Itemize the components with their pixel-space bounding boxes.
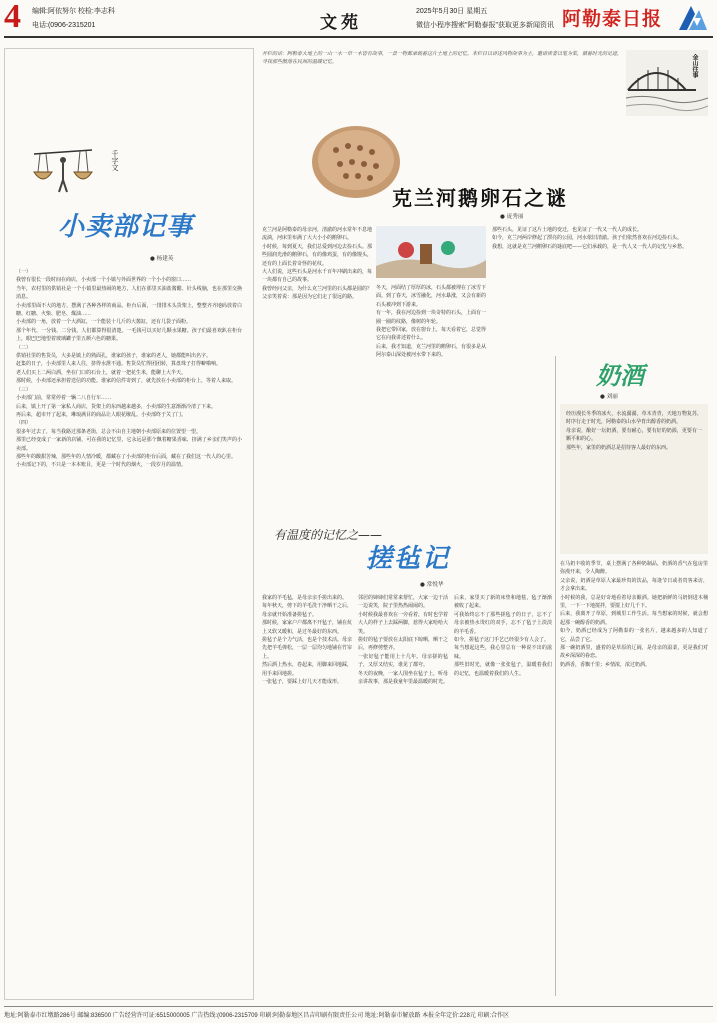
milk-wine-title: 奶酒: [596, 362, 644, 390]
felt-col1: 我家的羊毛毡，是母亲亲手搓出来的。 每年秋天，剪下的羊毛洗干净晒干之后，母亲就开始准备搓毡子。 那时候，家家户户都离不开毡子，铺在炕上又软又暖和，是过冬最好的东西。 搓毡子是个力气活，也是个技术活。母亲先把羊毛弹松，一层一层均匀地铺在竹帘上。 然后洒上热水，卷起来，用脚来回地踩，用手来回地搓。 一张毡子，要踩上好几天才能成形。: [262, 595, 352, 686]
left-article-title: 小卖部记事: [58, 212, 194, 242]
shoulder-pole-icon: [28, 146, 98, 194]
felt-kicker: 有温度的记忆之——: [274, 528, 383, 542]
left-byline: ● 杨建英: [150, 256, 174, 262]
right-top-author: 庞秀丽: [506, 214, 524, 220]
milk-wine-byline: ● 刘丽: [600, 394, 618, 400]
felt-title: 搓毡记: [366, 544, 451, 574]
right-top-col2: 冬天，河面结了厚厚的冰，石头都被埋在了冰雪下面。到了春天，冰雪融化，河水暴涨，又会有新的石头被冲到下游来。 有一年，我在河边捡到一块奇特的石头，上面有一圈一圈的纹路，像树的年轮。 我把它带回家，放在窗台上，每天看着它，总觉得它在向我讲述着什么。 后来，我才知道，克兰河里的鹅卵石，有很多是从阿尔泰山深处被河水带下来的。: [376, 285, 486, 359]
felt-byline: ● 常悦华: [420, 582, 444, 588]
wechat-notice: 微信小程序搜索"阿勒泰报"获取更多新闻资讯: [416, 22, 554, 29]
page-number: 4: [4, 0, 21, 35]
right-top-title: 克兰河鹅卵石之谜: [392, 186, 568, 210]
felt-col3: 后来，家里买了新的床垫和地毯，毡子渐渐被收了起来。 可我始终忘不了那些搓毡子的日子，忘不了母亲被热水烫红的双手，忘不了毡子上淡淡的羊毛香。 如今，搓毡子这门手艺已经很少有人会了。 每当想起这些，我心里总有一种说不出的滋味。 那些旧时光，就像一张张毡子，温暖着我们的记忆，也温暖着我们的人生。: [454, 595, 552, 677]
left-small-title: 千字文: [111, 150, 119, 171]
left-author: 杨建英: [156, 256, 174, 262]
editor-info: 编辑:阿依努尔 校检:李志科: [32, 8, 115, 15]
footer-info: 地址:阿勒泰市红墩路286号 邮编:836500 广告经营许可证:6515000005 广告热线:(0906-2315709 印刷:阿勒泰地区昌吉印刷有限责任公司 地址:阿勒泰市解放路 本报全年定价:228元 印刷:合作区: [4, 1006, 713, 1019]
right-top-col3: 那些石头，见证了这片土地的变迁，也见证了一代又一代人的成长。 如今，克兰河两岸修起了漂亮的公园，河水依旧清澈。孩子们依然喜欢在河边捡石头。 我想，这就是克兰河鹅卵石的谜底吧——它们承载的，是一代人又一代人的记忆与乡愁。: [492, 227, 688, 250]
reindeer-illustration: [376, 226, 486, 278]
left-title-illustration: [28, 146, 98, 194]
milk-wine-author: 刘丽: [606, 394, 618, 400]
header-rule: [4, 36, 713, 38]
section-title: 文苑: [320, 13, 362, 33]
column-intro: 开栏的话：阿勒泰大地上的一山一水一草一木皆有故事，一景一物都承载着这片土地上的记忆。本栏目以讲述风物故事为主，邀请读者以笔为桨，循着时光的足迹，寻找那些散落在民间的温暖记忆。: [262, 51, 622, 65]
milk-wine-poem: 经历漫长冬季的冰火，水流潺潺，草木青青，天地万物复苏，时序行走于时光，阿勒泰的山水孕育出醇香的奶酒。 母亲说，酿好一坛奶酒，要有耐心，要有好的奶源，更要有一颗平和的心。 那些年，家里的奶酒总是招待客人最好的东西。: [566, 411, 702, 451]
column-divider: [555, 356, 556, 996]
newspaper-logo-icon: [675, 2, 711, 34]
felt-author: 常悦华: [426, 582, 444, 588]
right-top-byline: ● 庞秀丽: [500, 214, 524, 220]
issue-date: 2025年5月30日 星期五: [416, 8, 488, 15]
left-article-body: （一） 我曾有很长一段时间在商店，小卖部一个小镇与外面世界的一个小小的窗口…… 当年，农村里的供销社是一个小镇里最热闹的地方，人们在那里买油盐酱醋、针头线脑，也在那里交换消息。 小卖部里面不大的地方，摆满了各种各样的商品。柜台后面，一排排木头货架上，整整齐齐地码放着白糖、红糖、火柴、肥皂、煤油…… 小卖部的一角，放着一个大酒缸，一个能装十几斤的大酱缸，还有几袋子面粉。 那个年代，一分钱、二分钱，人们都算得很清楚。一毛钱可以买好几颗水果糖。孩子们最喜欢趴在柜台上，眼巴巴地望着玻璃罐子里五颜六色的糖果。 （二） 供销社里的售货员，大多是镇上的熟面孔，谁家的孩子，谁家的老人，她都能叫出名字。 赶集的日子，小卖部里人来人往，挤得水泄不通。售货员忙得团团转，算盘珠子打得噼啪响。 老人们买上二两白酒，坐在门口的石台上，就着一把花生米，能聊上大半天。 那时候，小卖部还承担着送信的功能。谁家的信件寄到了，就先放在小卖部的柜台上，等着人来取。 （三） 小卖部门前，常常停着一辆二八自行车…… 后来，镇上开了第一家私人商店，货架上的东西越来越多，小卖部的生意渐渐冷清了下来。 再后来，超市开了起来，琳琅满目的商品让人眼花缭乱。小卖部终于关了门。 （四） 很多年过去了，每当我路过那条老街，总会不由自主地朝小卖部原来的位置望一望。 那里已经变成了一家新的店铺，可在我的记忆里，它永远是那个飘着糖果香味、挤满了乡亲们笑声的小卖部。 那些年的酸甜苦辣，那些年的人情冷暖，都藏在了小卖部的柜台后面，藏在了我们这一代人的心里。 小卖部记下的，不只是一本本账目，更是一个时代的烟火，一段岁月的温情。: [16, 269, 242, 469]
felt-col2: 邻居的婶婶们常常来帮忙，大家一边干活一边说笑，院子里热热闹闹的。 小时候我最喜欢在一旁看着，有时也学着大人的样子上去踩两脚，惹得大家哈哈大笑。 搓好的毡子要放在太阳底下晾晒，晒干之后，再修剪整齐。 一张好毡子能用上十几年。母亲搓的毡子，又厚又结实，谁见了都夸。 冬天的夜晚，一家人围坐在毡子上，听母亲讲故事，那是我童年里最温暖的时光。: [358, 595, 448, 686]
newspaper-name: 阿勒泰日报: [562, 8, 663, 30]
felt-title-banner: [266, 524, 548, 572]
phone-info: 电话:(0906-2315201: [32, 22, 96, 29]
painting-icon: [376, 226, 486, 278]
milk-wine-body: 在马奶丰收的季节，桌上摆满了各种奶制品，奶酒的香气在毡房里弥漫开来，令人陶醉。 父亲说，奶酒是草原人家最珍贵的饮品，每逢节日或者贵客来访，才会拿出来。 小时候的我，总是好奇地看着母亲酿酒。她把新鲜的马奶倒进木桶里，一下一下地搅拌，要搅上好几千下。 后来，我离开了草原，到城里工作生活。每当想家的时候，就会想起那一碗醇香的奶酒。 如今，奶酒已经成为了阿勒泰的一张名片，越来越多的人知道了它，品尝了它。 那一碗奶酒里，盛着的是草原的辽阔，是母亲的温柔，更是我们对故乡深深的眷恋。 奶酒香，香飘千里；乡情浓，浓过奶酒。: [560, 561, 708, 668]
column-badge: 金山往事: [691, 54, 698, 78]
right-top-col1: 克兰河是阿勒泰的母亲河，清澈的河水常年不息地流淌，河床里布满了大大小小的鹅卵石。 小时候，每到夏天，我们总爱到河边去捡石头。那些圆润光滑的鹅卵石，有的像鸡蛋，有的像馒头，还有的上面长着奇怪的花纹。 大人们说，这些石头是河水千百年冲刷出来的，每一块都有自己的故事。 我曾经问父亲，为什么克兰河里的石头都是圆的？父亲笑着说：那是因为它们走了很远的路。: [262, 227, 372, 301]
bridge-illustration: [626, 50, 708, 116]
